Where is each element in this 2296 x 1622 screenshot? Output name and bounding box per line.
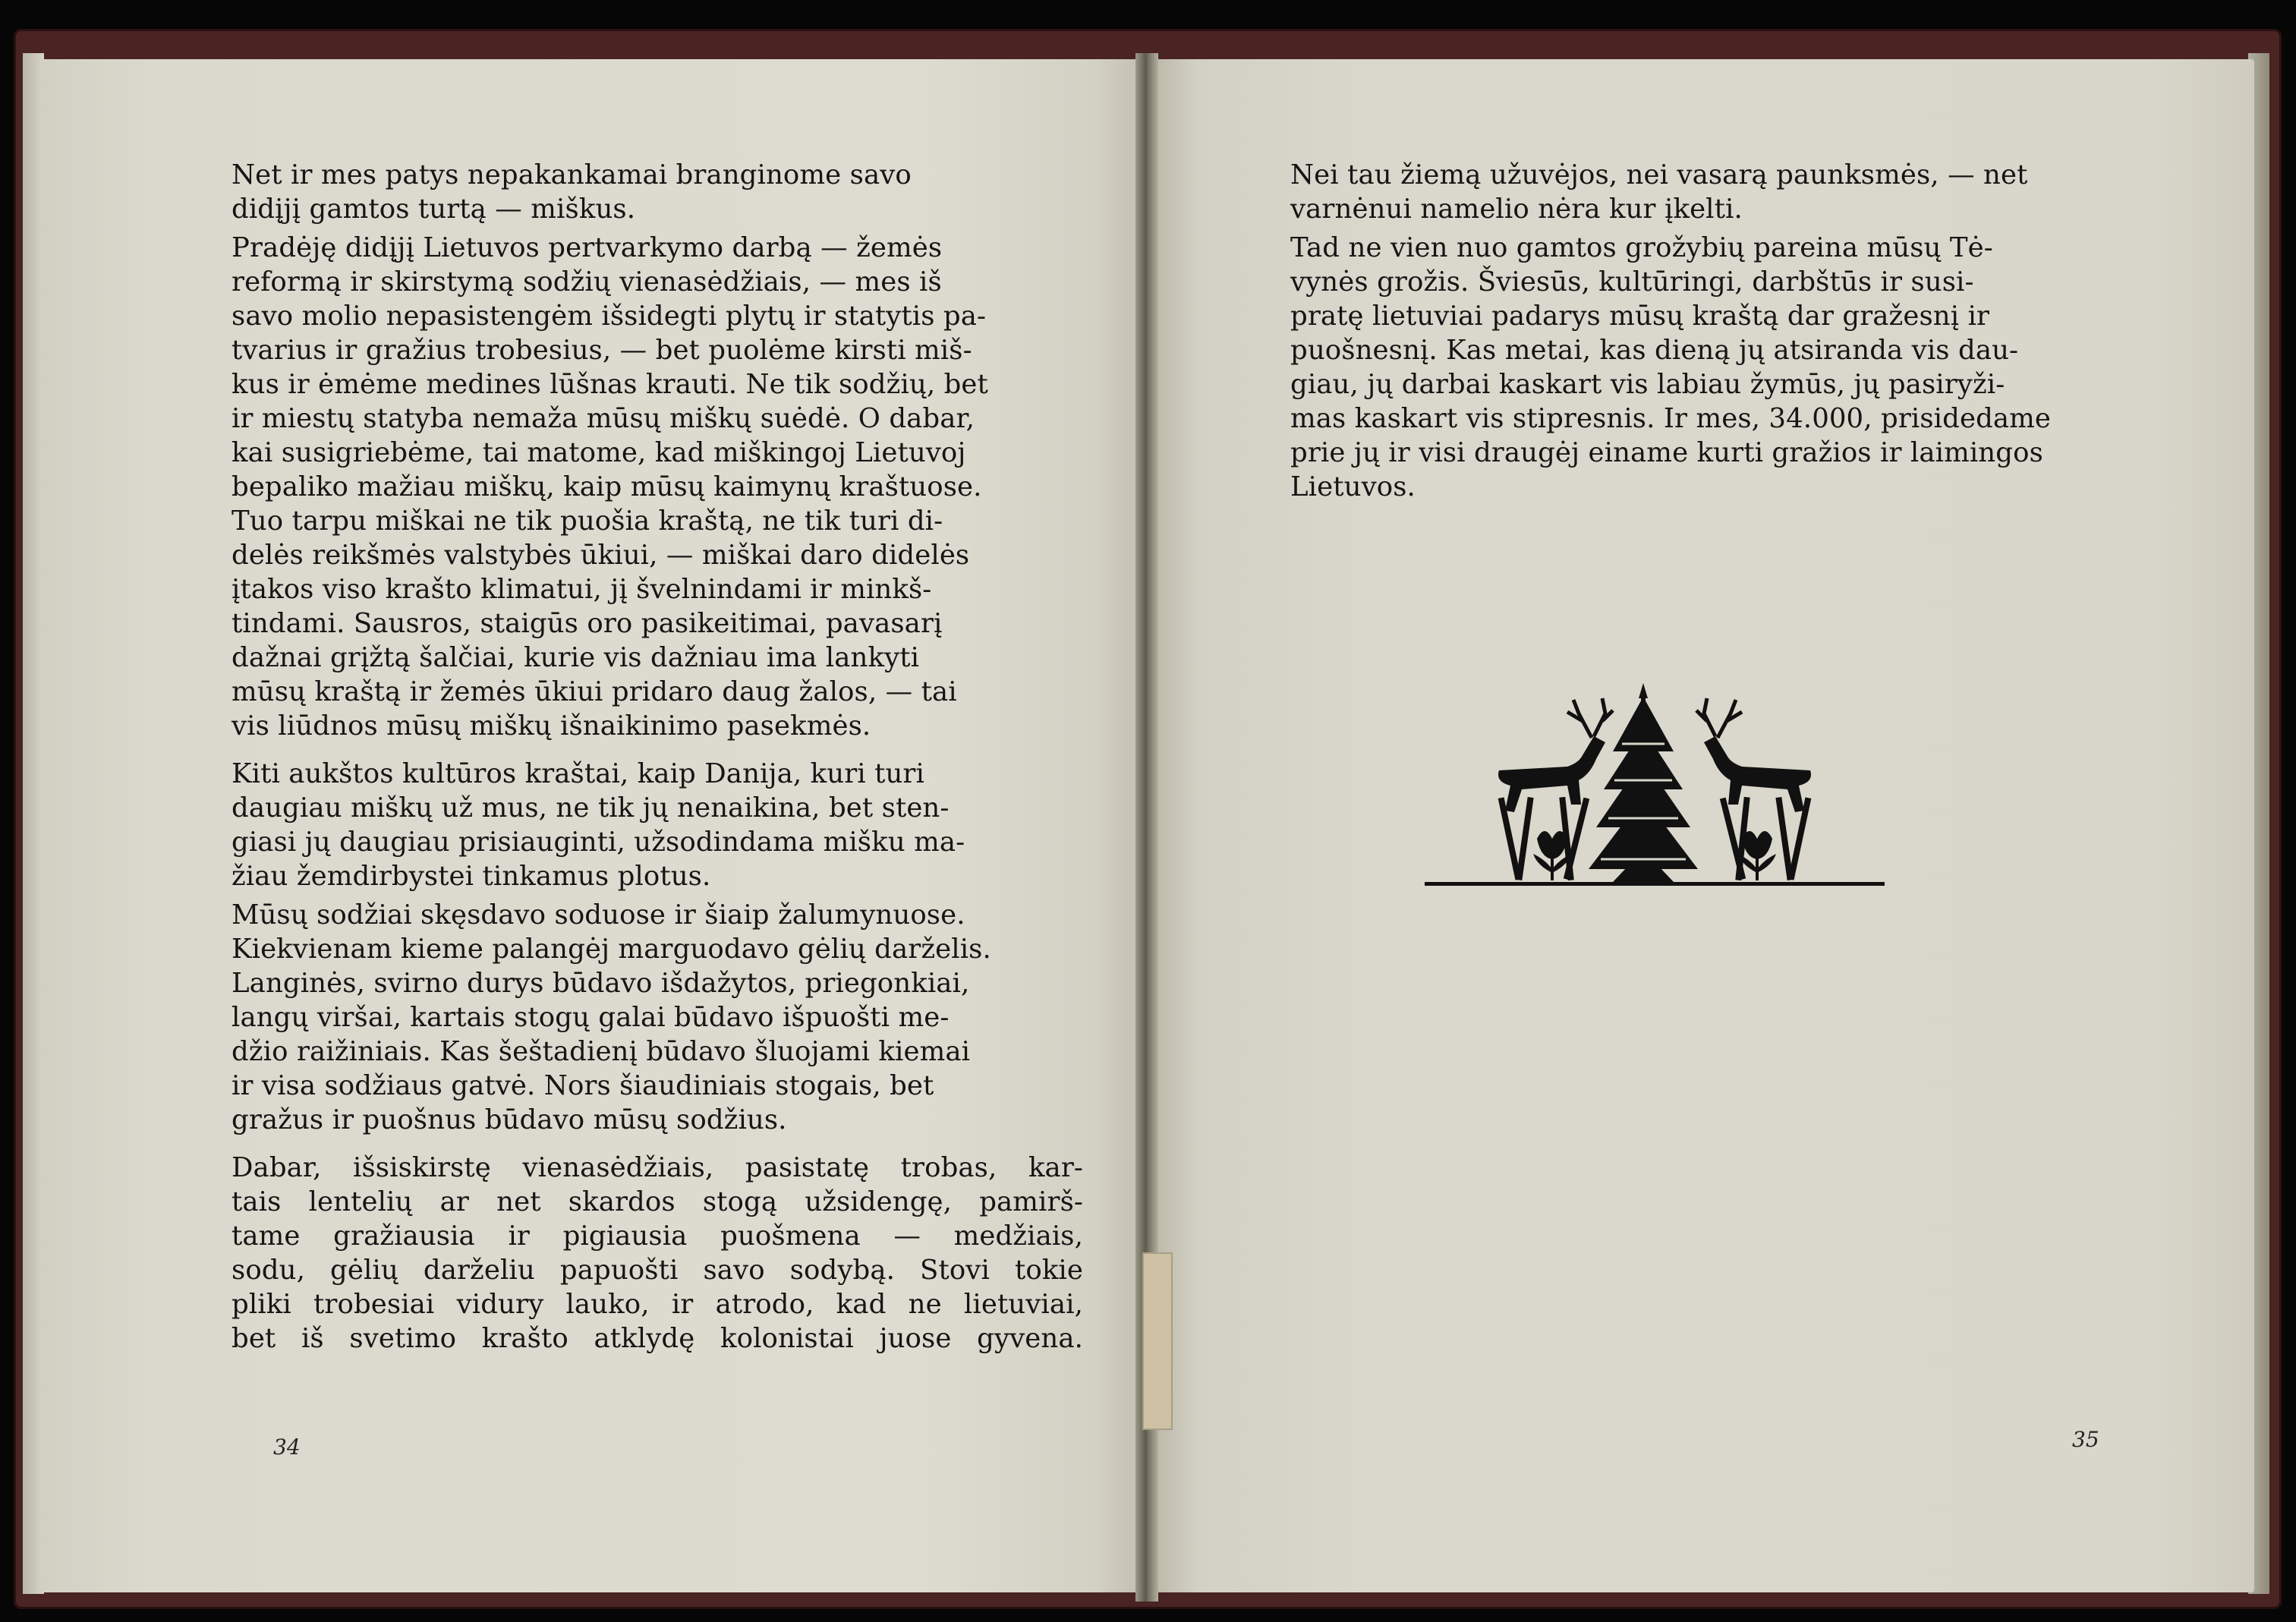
paragraph: Kiti aukštos kultūros kraštai, kaip Danija, kuri turi daugiau miškų už mus, ne tik jų nenaikina, bet sten- giasi jų daugiau prisiauginti, užsodindama mišku ma- žiau žemdirbystei tinkamus plotus. bbox=[231, 758, 965, 892]
paragraph: Tad ne vien nuo gamtos grožybių pareina mūsų Tė- vynės grožis. Šviesūs, kultūringi, darbštūs ir susi- pratę lietuviai padarys mūsų kraštą dar gražesnį ir puošnesnį. Kas metai, kas dieną jų atsiranda vis dau- giau, jų darbai kaskart vis labiau žymūs, jų pasiryži- mas kaskart vis stipresnis. Ir mes, 34.000, prisidedame prie jų ir visi draugėj einame kurti gražios ir laimingos Lietuvos. bbox=[1290, 232, 2052, 502]
left-page-text bbox=[231, 158, 1083, 1356]
paragraph: Pradėję didįjį Lietuvos pertvarkymo darbą — žemės reformą ir skirstymą sodžių vienasėdžiais, — mes iš savo molio nepasistengėm išsidegti plytų ir statytis pa- tvarius ir gražius trobesius, — bet puolėme kirsti miš- kus ir ėmėme medines lūšnas krauti. Ne tik sodžių, bet ir miestų statyba nemaža mūsų miškų suėdė. O dabar, kai susigriebėme, tai matome, kad miškingoj Lietuvoj bepaliko mažiau miškų, kaip mūsų kaimynų kraštuose. Tuo tarpu miškai ne tik puošia kraštą, ne tik turi di- delės reikšmės valstybės ūkiui, — miškai daro didelės įtakos viso krašto klimatui, jį švelnindami ir minkš- tindami. Sausros, staigūs oro pasikeitimai, pavasarį dažnai grįžtą šalčiai, kurie vis dažniau ima lankyti mūsų kraštą ir žemės ūkiui pridaro daug žalos, — tai vis liūdnos mūsų miškų išnaikinimo pasekmės. bbox=[231, 232, 988, 742]
paragraph: Dabar, išsiskirstę vienasėdžiais, pasistatę trobas, kar- tais lentelių ar net skardos stogą užsidengę, pamirš- tame gražiausia ir pigiausia puošmena — medžiais, sodu, gėlių darželiu papuošti savo sodybą. Stovi tokie pliki trobesiai vidury lauko, ir atrodo, kad ne lietuviai, bet iš svetimo krašto atklydę kolonistai juose gyvena. bbox=[231, 1152, 1083, 1354]
paragraph: Nei tau žiemą užuvėjos, nei vasarą paunksmės, — net varnėnui namelio nėra kur įkelti. bbox=[1290, 159, 2028, 225]
page-number-right: 35 bbox=[2072, 1427, 2099, 1452]
page-number-left: 34 bbox=[273, 1435, 301, 1460]
paragraph: Net ir mes patys nepakankamai branginome savo didįjį gamtos turtą — miškus. bbox=[231, 159, 912, 225]
paragraph: Mūsų sodžiai skęsdavo soduose ir šiaip žalumynuose. Kiekvienam kieme palangėj marguodavo gėlių darželis. Langinės, svirno durys būdavo išdažytos, priegonkiai, langų viršai, kartais stogų galai būdavo išpuošti me- džio raižiniais. Kas šeštadienį būdavo šluojami kiemai ir visa sodžiaus gatvė. Nors šiaudiniais stogais, bet gražus ir puošnus būdavo mūsų sodžius. bbox=[231, 899, 991, 1135]
deer-tree-ornament-icon bbox=[1423, 683, 1886, 896]
right-page-text bbox=[1290, 158, 2101, 504]
repair-tape bbox=[1142, 1252, 1173, 1430]
